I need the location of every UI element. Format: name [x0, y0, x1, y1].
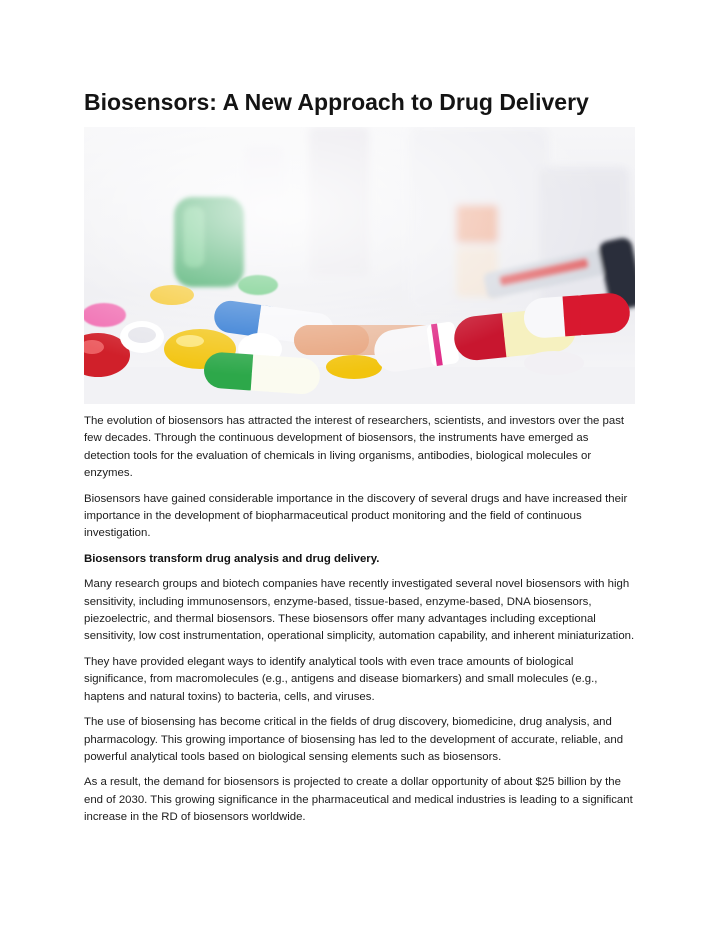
paragraph: They have provided elegant ways to identify analytical tools with even trace amounts of biological significance, from macromolecules (e.g., antigens and disease biomarkers) and small molecules (e.g., haptens and natural toxins) to bacteria, cells, and viruses.: [84, 655, 598, 703]
paragraph: As a result, the demand for biosensors is projected to create a dollar opportunity of about $25 billion by the end of 2030. This growing significance in the pharmaceutical and medical industries is leading to a significant increase in the RD of biosensors worldwide.: [84, 776, 633, 824]
section-heading: Biosensors transform drug analysis and drug delivery.: [84, 552, 380, 565]
paragraph: The use of biosensing has become critical in the fields of drug discovery, biomedicine, drug analysis, and pharmacology. This growing importance of biosensing has led to the development of accurate, reliable, and powerful analytical tools based on biological sensing elements such as biosensors.: [84, 716, 624, 763]
paragraph: The evolution of biosensors has attracted the interest of researchers, scientists, and investors over the past few decades. Through the continuous development of biosensors, the instruments have emerged as detection tools for the evaluation of chemicals in living organisms, antibodies, biological molecules or enzymes.: [84, 415, 625, 480]
article-title: Biosensors: A New Approach to Drug Delivery: [84, 89, 589, 115]
pills-illustration: [84, 127, 635, 404]
paragraph: Many research groups and biotech companies have recently investigated several novel biosensors with high sensitivity, including immunosensors, enzyme-based, tissue-based, enzyme-based, DNA biosensors, piezoelectric, and thermal biosensors. These biosensors offer many advantages including exceptional sensitivity, low cost instrumentation, operational simplicity, automation capability, and inherent miniaturization.: [84, 578, 635, 643]
hero-image: [84, 127, 635, 404]
article-body: [84, 413, 636, 835]
paragraph: Biosensors have gained considerable importance in the discovery of several drugs and have increased their importance in the development of biopharmaceutical product monitoring and the field of continuous investigation.: [84, 492, 628, 540]
